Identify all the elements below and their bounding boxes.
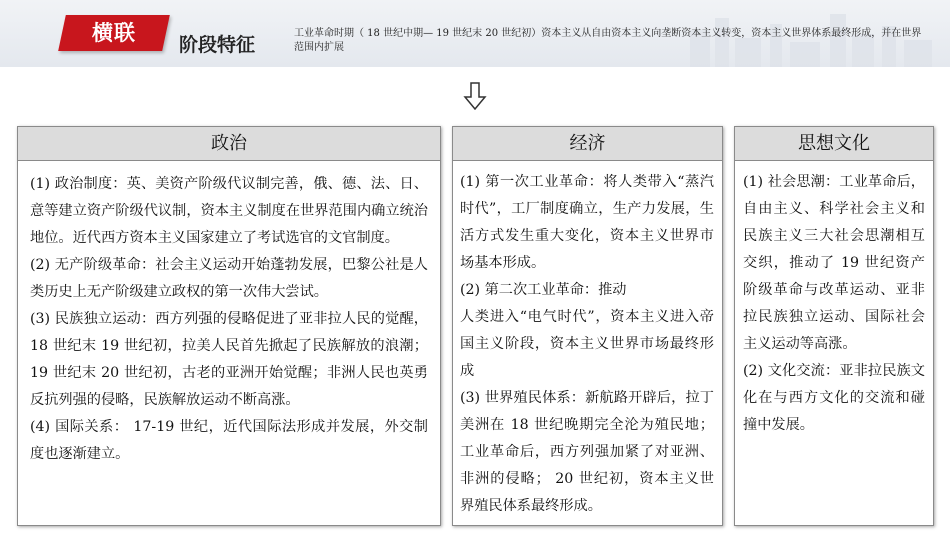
paragraph: (1) 第一次工业革命：将人类带入“蒸汽时代”，工厂制度确立，生产力发展，生活方式发生重大变化，资本主义世界市场基本形成。 [460,174,714,271]
paragraph: (1) 社会思潮：工业革命后，自由主义、科学社会主义和民族主义三大社会思潮相互交织，推动了 19 世纪资产阶级革命与改革运动、亚非拉民族独立运动、国际社会主义运动等高涨。 [743,174,925,352]
panel-body [453,161,722,525]
down-arrow-icon [463,82,487,110]
intro-text: 工业革命时期（ 18 世纪中期— 19 世纪末 20 世纪初）资本主义从自由资本主义向垄断资本主义转变，资本主义世界体系最终形成，并在世界范围内扩展 [294,28,922,53]
panel-body [18,161,440,525]
paragraph: (4) 国际关系： 17-19 世纪，近代国际法形成并发展，外交制度也逐渐建立。 [30,419,428,462]
paragraph: (3) 世界殖民体系：新航路开辟后，拉丁美洲在 18 世纪晚期完全沦为殖民地；工业革命后，西方列强加紧了对亚洲、非洲的侵略； 20 世纪初，资本主义世界殖民体系最终形成。 [460,390,714,514]
section-tag: 横联 [92,21,136,45]
paragraph: (3) 民族独立运动：西方列强的侵略促进了亚非拉人民的觉醒， 18 世纪末 19 世纪初，拉美人民首先掀起了民族解放的浪潮； 19 世纪末 20 世纪初，古老的亚洲开始觉醒；非洲人民也英勇反抗列强的侵略，民族解放运动不断高涨。 [30,311,428,408]
politics-panel [17,126,441,526]
paragraph: 人类进入“电气时代”，资本主义进入帝国主义阶段，资本主义世界市场最终形成 [460,309,714,379]
panel-title: 政治 [18,127,440,161]
panel-title: 经济 [453,127,722,161]
economy-panel [452,126,723,526]
paragraph: (1) 政治制度：英、美资产阶级代议制完善，俄、德、法、日、意等建立资产阶级代议制，资本主义制度在世界范围内确立统治地位。近代西方资本主义国家建立了考试选官的文官制度。 [30,176,428,246]
culture-panel [734,126,934,526]
paragraph: (2) 第二次工业革命：推动 [460,282,627,298]
page-subtitle: 阶段特征 [179,34,256,56]
paragraph: (2) 无产阶级革命：社会主义运动开始蓬勃发展，巴黎公社是人类历史上无产阶级建立政权的第一次伟大尝试。 [30,257,428,300]
paragraph: (2) 文化交流：亚非拉民族文化在与西方文化的交流和碰撞中发展。 [743,363,925,433]
panel-title: 思想文化 [735,127,933,161]
panel-body [735,161,933,523]
